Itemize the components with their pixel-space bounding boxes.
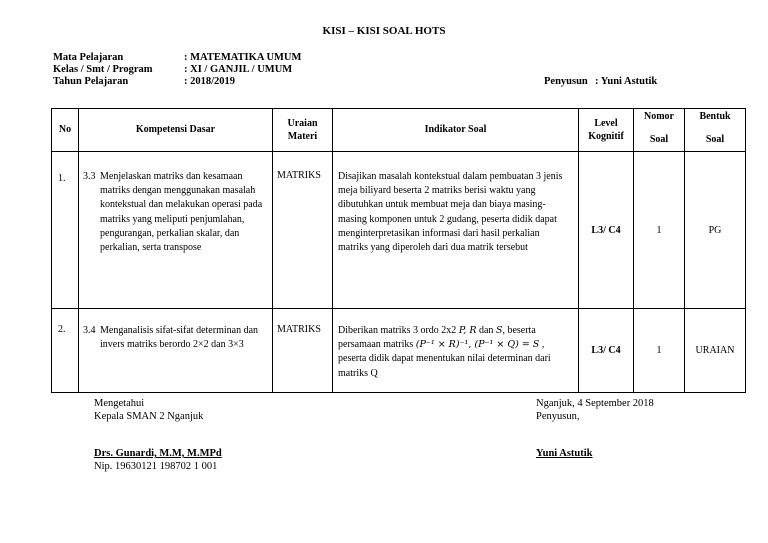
kd-text: Menganalisis sifat-sifat determinan dan invers matriks berordo 2×2 dan 3×3: [100, 325, 259, 351]
table-row: [52, 309, 746, 393]
header-uraian: Uraian Materi: [273, 109, 333, 152]
row-number: 1.: [52, 152, 79, 309]
meta-label-subject: Mata Pelajaran: [53, 52, 124, 63]
table-row: [52, 152, 746, 309]
header-nomor: Nomor Soal: [634, 109, 685, 152]
sign-principal-name: Drs. Gunardi, M.M, M.MPd: [94, 448, 222, 459]
meta-value-subject: : MATEMATIKA UMUM: [184, 52, 302, 63]
meta-label-year: Tahun Pelajaran: [53, 76, 129, 87]
header-level: Level Kognitif: [579, 109, 634, 152]
header-bentuk: Bentuk Soal: [685, 109, 746, 152]
author-label: Penyusun: [544, 76, 588, 87]
math-expression: S: [495, 325, 503, 336]
sign-acknowledge: Mengetahui: [94, 398, 145, 409]
author-value: : Yuni Astutik: [595, 76, 658, 87]
kisi-table: [51, 108, 746, 393]
kd-number: 3.4: [83, 325, 96, 336]
kompetensi-cell: [79, 152, 273, 309]
bentuk-cell: URAIAN: [685, 309, 746, 393]
sign-author-title: Penyusun,: [536, 411, 580, 422]
kd-number: 3.3: [83, 171, 96, 182]
bentuk-cell: PG: [685, 152, 746, 309]
level-cell: L3/ C4: [579, 309, 634, 393]
header-indikator: Indikator Soal: [333, 109, 579, 152]
level-cell: L3/ C4: [579, 152, 634, 309]
sign-place-date: Nganjuk, 4 September 2018: [536, 398, 654, 409]
nomor-cell: 1: [634, 309, 685, 393]
sign-author-name: Yuni Astutik: [536, 448, 593, 459]
meta-value-class: : XI / GANJIL / UMUM: [184, 64, 293, 75]
indikator-cell: Diberikan matriks 3 ordo 2x2 P, R dan S, beserta persamaan matriks (P⁻¹ × R)⁻¹, (P⁻¹ × Q) = S , peserta didik dapat menentukan nilai determinan dari matriks Q: [333, 309, 579, 393]
math-expression: P, R: [458, 325, 477, 336]
kompetensi-cell: [79, 309, 273, 393]
header-no: No: [52, 109, 79, 152]
math-expression: (P⁻¹ × R)⁻¹, (P⁻¹ × Q) = S: [415, 339, 540, 351]
row-number: 2.: [52, 309, 79, 393]
sign-principal-nip: Nip. 19630121 198702 1 001: [94, 461, 218, 472]
nomor-cell: 1: [634, 152, 685, 309]
meta-label-class: Kelas / Smt / Program: [53, 64, 153, 75]
table-header-row: [52, 109, 746, 152]
sign-principal-title: Kepala SMAN 2 Nganjuk: [94, 411, 204, 422]
document-title: KISI – KISI SOAL HOTS: [322, 25, 446, 37]
materi-cell: MATRIKS: [273, 152, 333, 309]
meta-value-year: : 2018/2019: [184, 76, 236, 87]
header-kompetensi: Kompetensi Dasar: [79, 109, 273, 152]
materi-cell: MATRIKS: [273, 309, 333, 393]
kd-text: Menjelaskan matriks dan kesamaan matriks dengan menggunakan masalah kontekstual dan melakukan operasi pada matriks yang meliputi penjumlahan, pengurangan, perkalian skalar, dan perkalian, serta transpose: [100, 171, 263, 253]
indikator-cell: Disajikan masalah kontekstual dalam pembuatan 3 jenis meja biliyard beserta 2 matriks berisi waktu yang dibutuhkan untuk membuat meja dan biaya masing-masing komponen untuk 2 gudang, peserta didik dapat menginterpretasikan informasi dari hasil perkalian matriks yang diperoleh dari dua matrik tersebut: [333, 152, 579, 309]
